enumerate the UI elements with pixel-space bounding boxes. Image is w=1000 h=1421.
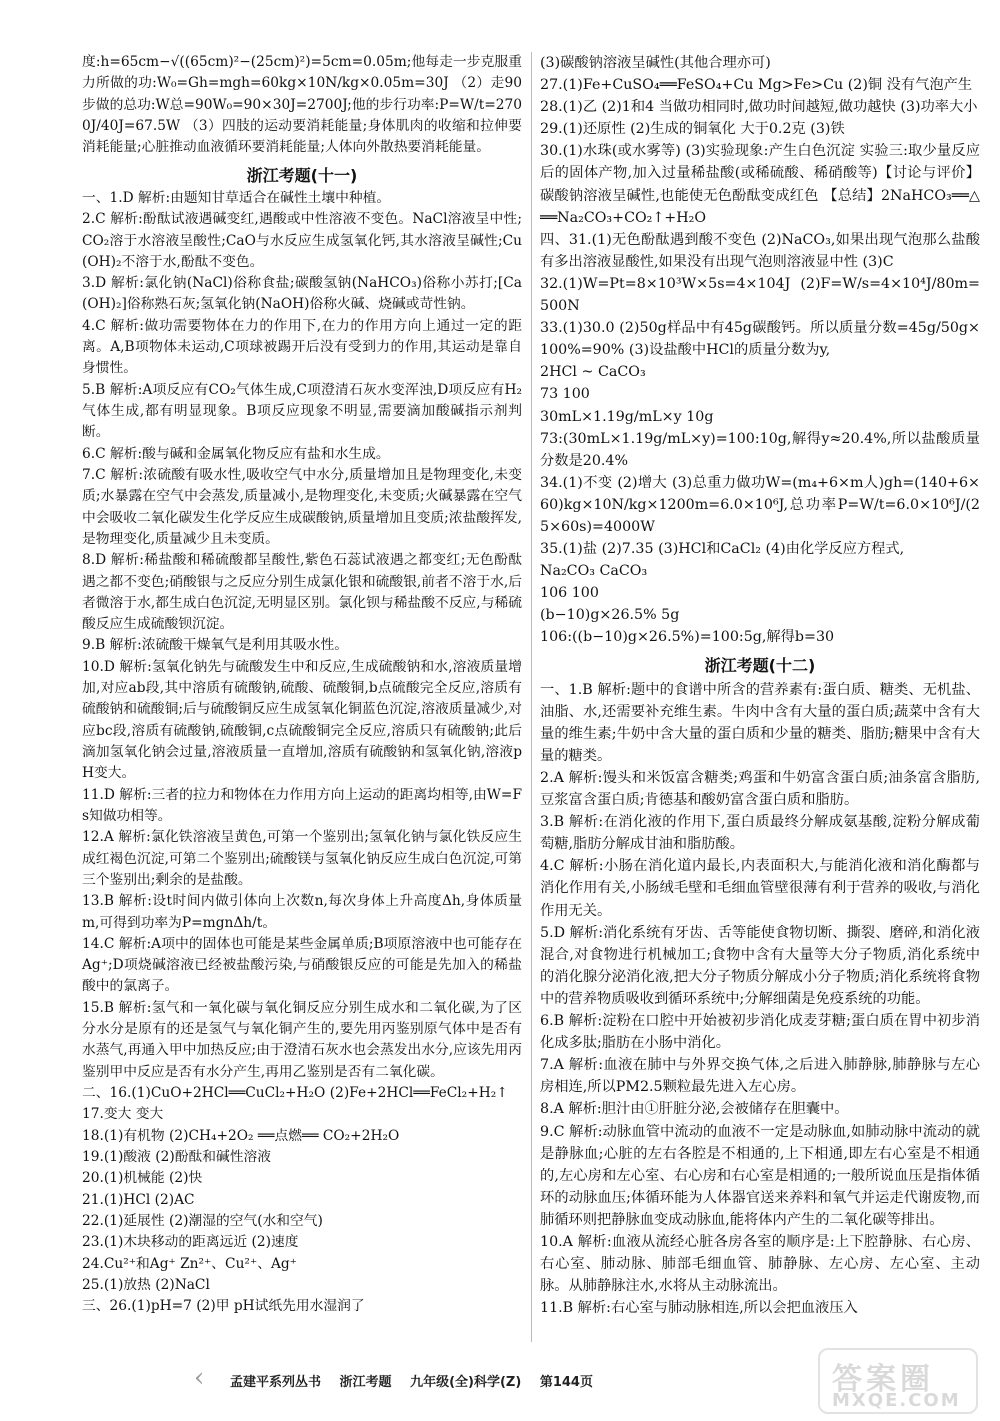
answer-paragraph: 度:h=65cm−√((65cm)²−(25cm)²)=5cm=0.05m;他每走一步克服重力所做的功:W₀=Gh=mgh=60kg×10N/kg×0.05m=30J （2）走90步做的总功:W总=90W₀=90×30J=2700J;他的步行功率:P=W/t=2700J/40J=67.5W （3）四肢的运动要消耗能量;身体肌肉的收缩和拉伸要消耗能量;心脏推动血液循环要消耗能量;人体向外散热要消耗能量。 — [82, 54, 522, 156]
answer-paragraph: 9.B 解析:浓硫酸干燥氧气是利用其吸水性。 — [82, 637, 348, 654]
answer-paragraph: 3.D 解析:氯化钠(NaCl)俗称食盐;碳酸氢钠(NaHCO₃)俗称小苏打;[Ca(OH)₂]俗称熟石灰;氢氧化钠(NaOH)俗称火碱、烧碱或苛性钠。 — [82, 275, 522, 313]
answer-paragraph: 三、26.(1)pH=7 (2)甲 pH试纸先用水湿润了 — [82, 1298, 365, 1315]
answer-paragraph: 35.(1)盐 (2)7.35 (3)HCl和CaCl₂ (4)由化学反应方程式, — [540, 541, 905, 558]
watermark-logo — [818, 1348, 978, 1414]
answer-paragraph: 22.(1)延展性 (2)潮湿的空气(水和空气) — [82, 1212, 323, 1229]
answer-paragraph: 3.B 解析:在消化液的作用下,蛋白质最终分解成氨基酸,淀粉分解成葡萄糖,脂肪分解成甘油和脂肪酸。 — [540, 814, 980, 853]
answer-paragraph: 106 100 — [540, 585, 599, 602]
footer-series: 孟建平系列丛书 — [230, 1375, 322, 1390]
answer-paragraph: 2HCl ~ CaCO₃ — [540, 364, 646, 381]
answer-paragraph: 30.(1)水珠(或水雾等) (3)实验现象:产生白色沉淀 实验三:取少量反应后的固体产物,加入过量稀盐酸(或稀硫酸、稀硝酸等)【讨论与评价】碳酸钠溶液呈碱性,也能使无色酚酞变成红色 【总结】2NaHCO₃══△══Na₂CO₃+CO₂↑+H₂O — [540, 143, 980, 226]
answer-paragraph: 29.(1)还原性 (2)生成的铜氧化 大于0.2克 (3)铁 — [540, 121, 845, 138]
answer-paragraph: 6.B 解析:淀粉在口腔中开始被初步消化成麦芽糖;蛋白质在胃中初步消化成多肽;脂肪在小肠中消化。 — [540, 1013, 980, 1052]
answer-paragraph: 34.(1)不变 (2)增大 (3)总重力做功W=(m₄+6×m人)gh=(140+6×60)kg×10N/kg×1200m=6.0×10⁶J,总功率P=W/t=6.0×10⁶J/(25×60s)=4000W — [540, 474, 980, 535]
answer-paragraph: 24.Cu²⁺和Ag⁺ Zn²⁺、Cu²⁺、Ag⁺ — [82, 1255, 297, 1272]
answer-paragraph: 8.A 解析:胆汁由①肝脏分泌,会被储存在胆囊中。 — [540, 1101, 849, 1118]
answer-paragraph: 23.(1)木块移动的距离远近 (2)速度 — [82, 1234, 299, 1251]
answer-paragraph: 15.B 解析:氢气和一氧化碳与氧化铜反应分别生成水和二氧化碳,为了区分水分是原有的还是氢气与氧化铜产生的,要先用丙鉴别原气体中是否有水蒸气,再通入甲中加热反应;由于澄清石灰水也会蒸发出水分,应该先用丙鉴别甲中反应是否有水分产生,再用乙鉴别是否有二氧化碳。 — [82, 999, 522, 1080]
answer-paragraph: (3)碳酸钠溶液呈碱性(其他合理亦可) — [540, 55, 771, 71]
answer-paragraph: 21.(1)HCl (2)AC — [82, 1191, 195, 1208]
answer-paragraph: 10.D 解析:氢氧化钠先与硫酸发生中和反应,生成硫酸钠和水,溶液质量增加,对应ab段,其中溶质有硫酸钠,硫酸、硫酸铜,b点硫酸完全反应,溶质有硫酸钠和硫酸铜;后与硫酸铜反应生成氢氧化铜蓝色沉淀,溶液质量减少,对应bc段,溶质有硫酸钠,硫酸铜,c点硫酸铜完全反应,溶质只有硫酸钠;此后滴加氢氧化钠会过量,溶液质量一直增加,溶质有硫酸钠和氢氧化钠,溶液pH变大。 — [82, 658, 522, 782]
answer-paragraph: 9.C 解析:动脉血管中流动的血液不一定是动脉血,如肺动脉中流动的就是静脉血;心脏的左右各腔是不相通的,上下相通,即左右心室是不相通的,左心房和左心室、右心房和右心室是相通的;一般所说血压是指体循环的动脉血压;体循环能为人体器官送来养料和氧气并运走代谢废物,而肺循环则把静脉血变成动脉血,能将体内产生的二氧化碳等排出。 — [540, 1123, 980, 1228]
answer-paragraph: 106:((b−10)g×26.5%)=100:5g,解得b=30 — [540, 629, 835, 646]
answer-paragraph: 8.D 解析:稀盐酸和稀硫酸都呈酸性,紫色石蕊试液遇之都变红;无色酚酞遇之都不变色;硝酸银与之反应分别生成氯化银和硫酸银,前者不溶于水,后者微溶于水,都生成白色沉淀,无明显区别。氯化钡与稀盐酸不反应,与稀硫酸反应生成硫酸钡沉淀。 — [82, 552, 522, 633]
answer-paragraph: 6.C 解析:酸与碱和金属氧化物反应有盐和水生成。 — [82, 445, 390, 462]
left-chevron-icon: ‹ — [194, 1363, 205, 1393]
answer-paragraph: 25.(1)放热 (2)NaCl — [82, 1276, 210, 1293]
answer-paragraph: 27.(1)Fe+CuSO₄══FeSO₄+Cu Mg>Fe>Cu (2)铜 没有气泡产生 — [540, 77, 973, 94]
answer-paragraph: 10.A 解析:血液从流经心脏各房各室的顺序是:上下腔静脉、右心房、右心室、肺动脉、肺部毛细血管、肺静脉、左心房、左心室、主动脉。从肺静脉注水,水将从主动脉流出。 — [540, 1233, 980, 1295]
answer-paragraph: 5.B 解析:A项反应有CO₂气体生成,C项澄清石灰水变浑浊,D项反应有H₂气体生成,都有明显现象。B项反应现象不明显,需要滴加酸碱指示剂判断。 — [82, 381, 522, 441]
section-title: 浙江考题(十一) — [246, 165, 358, 185]
answer-paragraph: 73 100 — [540, 386, 590, 403]
answer-paragraph: 20.(1)机械能 (2)快 — [82, 1170, 203, 1187]
section-title: 浙江考题(十二) — [704, 655, 816, 675]
page-footer — [230, 1371, 607, 1390]
column-divider — [531, 52, 532, 1342]
answer-paragraph: 4.C 解析:小肠在消化道内最长,内表面积大,与能消化液和消化酶都与消化作用有关,小肠绒毛壁和毛细血管壁很薄有利于营养的吸收,与消化作用无关。 — [540, 858, 980, 919]
answer-paragraph: 11.D 解析:三者的拉力和物体在力作用方向上运动的距离均相等,由W=Fs知做功相等。 — [82, 786, 522, 824]
answer-paragraph: 四、31.(1)无色酚酞遇到酸不变色 (2)NaCO₃,如果出现气泡那么盐酸有多出溶液显酸性,如果没有出现气泡则溶液显中性 (3)C — [540, 231, 980, 270]
answer-paragraph: 73:(30mL×1.19g/mL×y)=100:10g,解得y≈20.4%,所以盐酸质量分数是20.4% — [540, 430, 980, 469]
answer-paragraph: 32.(1)W=Pt=8×10³W×5s=4×104J (2)F=W/s=4×10⁴J/80m=500N — [540, 275, 980, 315]
watermark-bottom-text: MXQE.COM — [832, 1390, 961, 1411]
answer-paragraph: 28.(1)乙 (2)1和4 当做功相同时,做功时间越短,做功越快 (3)功率大小 — [540, 99, 978, 116]
footer-grade-subject: 九年级(全)科学(Z) — [410, 1375, 522, 1390]
right-column — [540, 52, 980, 1319]
answer-paragraph: 2.C 解析:酚酞试液遇碱变红,遇酸或中性溶液不变色。NaCl溶液呈中性;CO₂溶于水溶液呈酸性;CaO与水反应生成氢氧化钙,其水溶液呈碱性;Cu(OH)₂不溶于水,酚酞不变色。 — [82, 211, 522, 270]
answer-paragraph: 7.C 解析:浓硫酸有吸水性,吸收空气中水分,质量增加且是物理变化,未变质;水暴露在空气中会蒸发,质量减小,是物理变化,未变质;火碱暴露在空气中会吸收二氧化碳发生化学反应生成碳酸钠,质量增加且变质;浓盐酸挥发,是物理变化,质量减少且未变质。 — [82, 466, 522, 547]
answer-paragraph: 12.A 解析:氯化铁溶液呈黄色,可第一个鉴别出;氢氧化钠与氯化铁反应生成红褐色沉淀,可第二个鉴别出;硫酸镁与氢氧化钠反应生成白色沉淀,可第三个鉴别出;剩余的是盐酸。 — [82, 829, 522, 888]
answer-paragraph: 14.C 解析:A项中的固体也可能是某些金属单质;B项原溶液中也可能存在Ag⁺;D项烧碱溶液已经被盐酸污染,与硝酸银反应的可能是先加入的稀盐酸中的氯离子。 — [82, 935, 522, 995]
answer-paragraph: 33.(1)30.0 (2)50g样品中有45g碳酸钙。所以质量分数=45g/50g×100%=90% (3)设盐酸中HCl的质量分数为y, — [540, 320, 980, 359]
left-column — [82, 52, 522, 1317]
answer-paragraph: 5.D 解析:消化系统有牙齿、舌等能使食物切断、撕裂、磨碎,和消化液混合,对食物进行机械加工;食物中含有大量等大分子物质,消化系统中的消化腺分泌消化液,把大分子物质分解成小分子物质;消化系统将食物中的营养物质吸收到循环系统中;分解细菌是免疫系统的功能。 — [540, 924, 980, 1007]
answer-paragraph: (b−10)g×26.5% 5g — [540, 607, 680, 624]
answer-paragraph: 二、16.(1)CuO+2HCl══CuCl₂+H₂O (2)Fe+2HCl══FeCl₂+H₂↑ — [82, 1085, 508, 1101]
answer-paragraph: 18.(1)有机物 (2)CH₄+2O₂ ══点燃══ CO₂+2H₂O — [82, 1127, 400, 1144]
answer-paragraph: 30mL×1.19g/mL×y 10g — [540, 408, 714, 425]
answer-paragraph: 7.A 解析:血液在肺中与外界交换气体,之后进入肺静脉,肺静脉与左心房相连,所以PM2.5颗粒最先进入左心房。 — [540, 1057, 980, 1096]
answer-paragraph: 13.B 解析:设t时间内做引体向上次数n,每次身体上升高度Δh,身体质量m,可得到功率为P=mgnΔh/t。 — [82, 893, 522, 931]
answer-paragraph: 一、1.B 解析:题中的食谱中所含的营养素有:蛋白质、糖类、无机盐、油脂、水,还需要补充维生素。牛肉中含有大量的蛋白质;蔬菜中含有大量的维生素;牛奶中含大量的蛋白质和少量的糖类、脂肪;糖果中含有大量的糖类。 — [540, 681, 980, 764]
answer-paragraph: 17.变大 变大 — [82, 1106, 164, 1123]
answer-paragraph: Na₂CO₃ CaCO₃ — [540, 563, 648, 580]
answer-paragraph: 4.C 解析:做功需要物体在力的作用下,在力的作用方向上通过一定的距离。A,B项物体未运动,C项球被踢开后没有受到力的作用,其运动是靠自身惯性。 — [82, 317, 522, 377]
footer-exam: 浙江考题 — [339, 1375, 392, 1390]
answer-paragraph: 19.(1)酸液 (2)酚酞和碱性溶液 — [82, 1148, 271, 1165]
answer-paragraph: 2.A 解析:馒头和米饭富含糖类;鸡蛋和牛奶富含蛋白质;油条富含脂肪,豆浆富含蛋白质;肯德基和酸奶富含蛋白质和脂肪。 — [540, 770, 980, 809]
watermark-top-text: 答案圈 — [832, 1362, 934, 1397]
answer-paragraph: 11.B 解析:右心室与肺动脉相连,所以会把血液压入 — [540, 1300, 858, 1317]
answer-paragraph: 一、1.D 解析:由题知甘草适合在碱性土壤中种植。 — [82, 189, 391, 206]
footer-page-number: 第144页 — [539, 1375, 593, 1390]
